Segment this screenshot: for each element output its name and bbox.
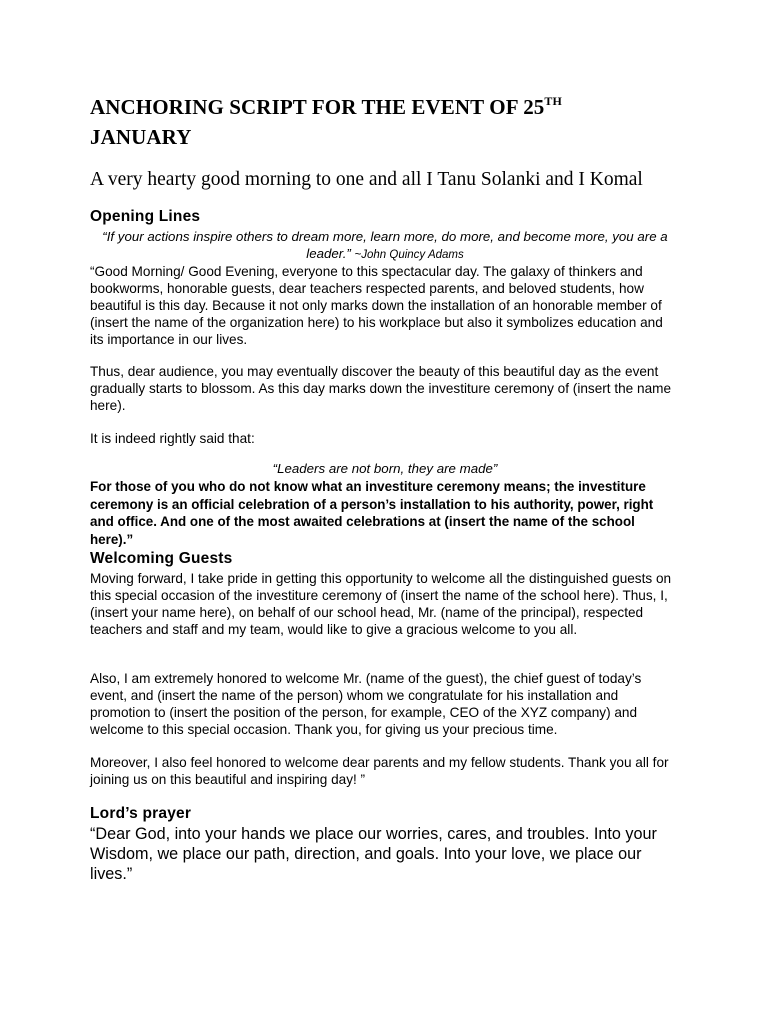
- investiture-definition: For those of you who do not know what an investiture ceremony means; the investiture ceremony is an official celebration of a person’s installation to his authority, power, right and office. And one of the most awaited celebrations at (insert the name of the school here).”: [90, 479, 654, 547]
- opening-lines-heading: Opening Lines: [90, 208, 201, 225]
- greeting-line: A very hearty good morning to one and all I Tanu Solanki and I Komal: [90, 169, 643, 190]
- welcoming-paragraph-2: Also, I am extremely honored to welcome Mr. (name of the guest), the chief guest of today’s event, and (insert the name of the person) whom we congratulate for his installation and promotion to (insert the position of the person, for example, CEO of the XYZ company) and welcome to this special occasion. Thank you, for giving us your precious time.: [90, 671, 642, 737]
- welcoming-paragraph-3: Moreover, I also feel honored to welcome dear parents and my fellow students. Thank you all for joining us on this beautiful and inspiring day! ”: [90, 755, 669, 787]
- opening-quote: [90, 229, 680, 263]
- opening-paragraph-1: “Good Morning/ Good Evening, everyone to this spectacular day. The galaxy of thinkers and bookworms, honorable guests, dear teachers respected parents, and beloved students, how beautiful is this day. Because it not only marks down the installation of an honorable member of (insert the name of the organization here) to his workplace but also it symbolizes education and its importance in our lives.: [90, 264, 663, 347]
- opening-quote-text: “If your actions inspire others to dream more, learn more, do more, and become more, you are a leader.”: [102, 229, 668, 261]
- document-title: [90, 92, 650, 152]
- welcoming-guests-heading: Welcoming Guests: [90, 550, 233, 567]
- title-month: JANUARY: [90, 125, 192, 149]
- title-main: ANCHORING SCRIPT FOR THE EVENT OF 25: [90, 95, 545, 119]
- opening-paragraph-2: Thus, dear audience, you may eventually discover the beauty of this beautiful day as the event gradually starts to blossom. As this day marks down the investiture ceremony of (insert the name here).: [90, 364, 672, 413]
- welcoming-paragraph-1: Moving forward, I take pride in getting this opportunity to welcome all the distinguished guests on this special occasion of the investiture ceremony of (insert the name of the school here). Thus, I, (insert your name here), on behalf of our school head, Mr. (name of the principal), respected teachers and staff and my team, would like to give a gracious welcome to you all.: [90, 571, 672, 637]
- leaders-quote: “Leaders are not born, they are made”: [272, 461, 498, 476]
- lords-prayer-heading: Lord’s prayer: [90, 805, 192, 822]
- lords-prayer-text: “Dear God, into your hands we place our worries, cares, and troubles. Into your Wisdom, we place our path, direction, and goals. Into your love, we place our lives.”: [90, 825, 657, 883]
- quote-attribution: ~John Quincy Adams: [354, 248, 464, 261]
- title-superscript: TH: [544, 94, 562, 108]
- opening-paragraph-3: It is indeed rightly said that:: [90, 431, 255, 446]
